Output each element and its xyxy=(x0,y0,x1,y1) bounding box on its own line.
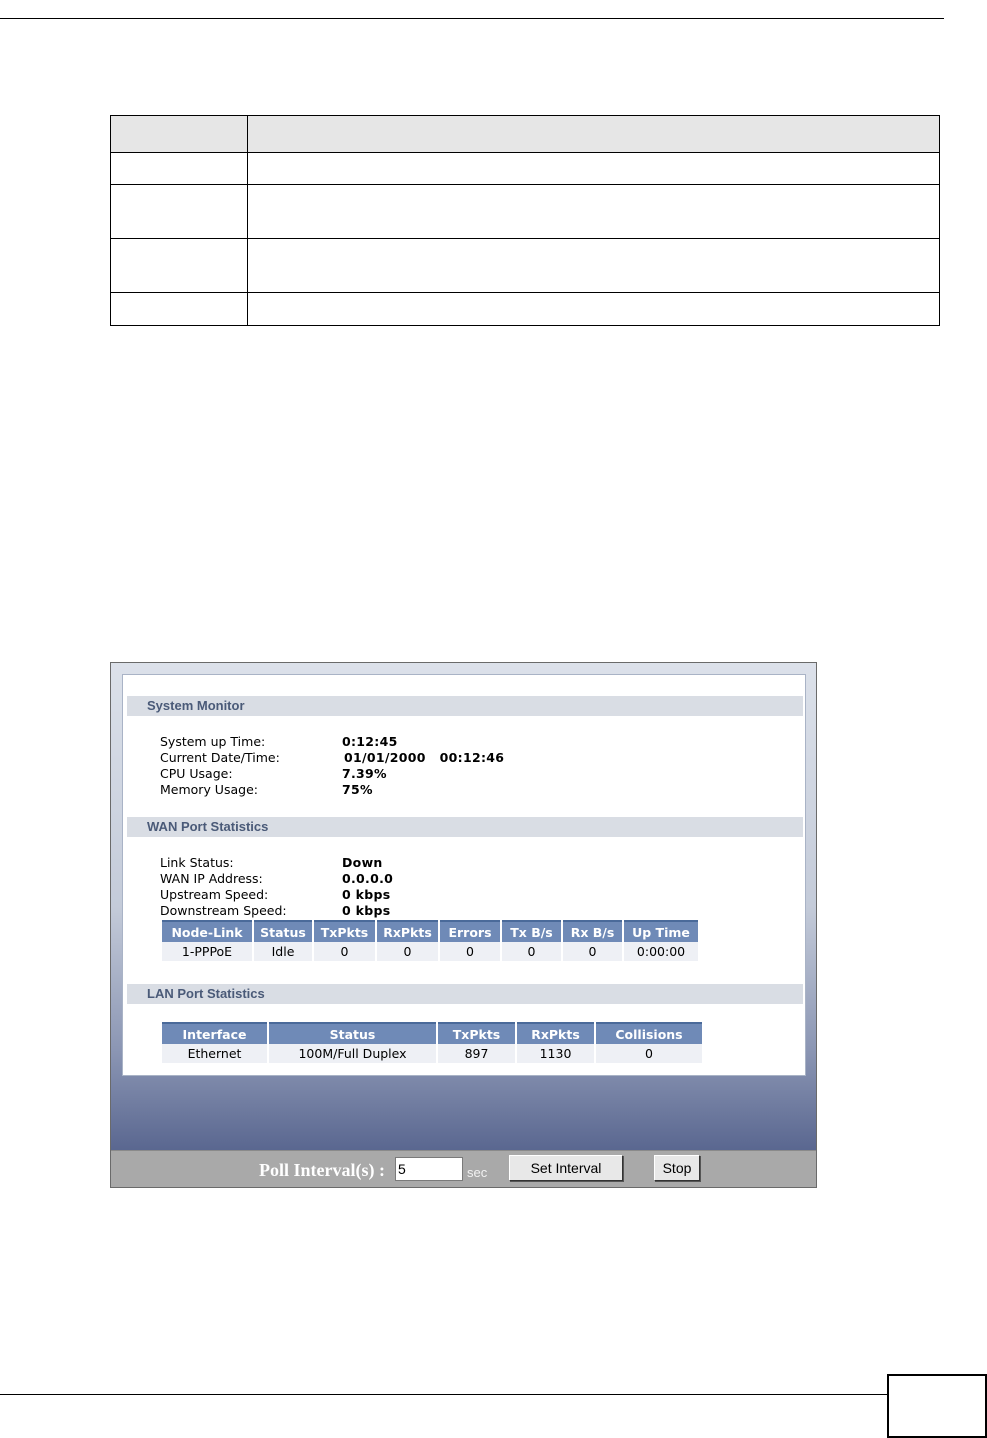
col-rx-bs: Rx B/s xyxy=(563,920,622,942)
table-header-row xyxy=(111,116,940,153)
statistics-panel: System Monitor System up Time: 0:12:45 Current Date/Time: 01/01/2000 00:12:46 CPU Usage: 7.39% Memory Usage: 75% WAN Port Statistics Link Status: Down WAN IP Address: 0.0.0.0 Upstream Speed: 0 kbps Downstream Speed: 0 kbps Node-Link Status TxPkts RxPkts Errors Tx B/s Rx B/s Up Time 1-PPPoE Idle 0 0 0 0 0 0:00:00 LAN Port Statistics Interface Status TxPkts RxPkts Collisions Ethernet 100M/Full Duplex 897 1130 0 xyxy=(122,674,806,1076)
col-node-link: Node-Link xyxy=(162,920,252,942)
table-row xyxy=(111,293,940,326)
poll-unit-label: sec xyxy=(467,1165,488,1180)
lan-title: LAN Port Statistics xyxy=(127,984,803,1004)
stop-button[interactable]: Stop xyxy=(654,1155,700,1181)
col-status: Status xyxy=(254,920,312,942)
col-collisions: Collisions xyxy=(596,1022,702,1044)
col-errors: Errors xyxy=(440,920,500,942)
lan-table xyxy=(160,1022,704,1063)
table-row: 1-PPPoE Idle 0 0 0 0 0 0:00:00 xyxy=(162,942,698,961)
col-rxpkts: RxPkts xyxy=(517,1022,594,1044)
col-rxpkts: RxPkts xyxy=(377,920,438,942)
table-row xyxy=(111,239,940,293)
system-monitor-title: System Monitor xyxy=(127,696,803,716)
table-row: Ethernet 100M/Full Duplex 897 1130 0 xyxy=(162,1044,702,1063)
col-status: Status xyxy=(269,1022,436,1044)
description-table xyxy=(110,115,940,326)
col-txpkts: TxPkts xyxy=(438,1022,515,1044)
table-row xyxy=(111,185,940,239)
poll-interval-label: Poll Interval(s) : xyxy=(259,1160,385,1180)
poll-interval-input[interactable] xyxy=(395,1157,463,1181)
wan-table xyxy=(160,920,700,961)
col-uptime: Up Time xyxy=(624,920,698,942)
col-interface: Interface xyxy=(162,1022,267,1044)
poll-bar xyxy=(111,1150,816,1187)
header-rule xyxy=(0,18,944,19)
wan-title: WAN Port Statistics xyxy=(127,817,803,837)
table-row xyxy=(111,153,940,185)
footer-rule xyxy=(0,1394,887,1395)
col-tx-bs: Tx B/s xyxy=(502,920,561,942)
statistics-screenshot xyxy=(110,662,817,1188)
page-number-box xyxy=(887,1374,987,1438)
col-txpkts: TxPkts xyxy=(314,920,375,942)
set-interval-button[interactable]: Set Interval xyxy=(509,1155,623,1181)
